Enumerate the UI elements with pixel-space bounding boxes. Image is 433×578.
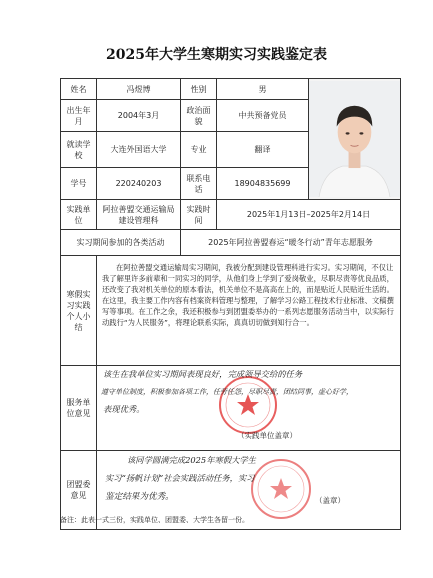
service-opinion-cell [97, 366, 401, 451]
form-title: 2025年大学生寒期实习实践鉴定表 [106, 47, 327, 63]
league-opinion-label: 团盟委意见 [61, 451, 97, 530]
service-unit-seal [217, 374, 279, 436]
footnote: 备注：此表一式三份，实践单位、团盟委、大学生各留一份。 [60, 516, 249, 524]
time-value: 2025年1月13日–2025年2月14日 [217, 200, 401, 230]
service-opinion-line-3: 表现优秀。 [103, 404, 145, 414]
phone-label: 联系电话 [181, 168, 217, 200]
league-opinion-line-3: 鉴定结果为优秀。 [105, 492, 174, 502]
summary-text: 在阿拉善盟交通运输局实习期间，我被分配到建设管理科进行实习。实习期间，不仅让我了解里许多前辈和一同实习的同学，从他们身上学到了爱岗敬业，尽职尽责等优良品质，还改变了我对机关单位的原本看法，机关单位不是高高在上的，而是贴近人民贴近生活的。在这里，我主要工作内容有档案资料管理与整理，了解学习公路工程技术行业标准、文稿撰写等事项。在工作之余，我还积极参与到团盟委举办的一系列志愿服务活动当中，以实际行动践行“为人民服务”，将理论联系实际，真真切切做到知行合一。 [97, 256, 401, 366]
name-value: 冯煜博 [97, 79, 181, 100]
major-label: 专业 [181, 132, 217, 168]
school-label: 就读学校 [61, 132, 97, 168]
phone-value: 18904835699 [217, 168, 309, 200]
student-id-label: 学号 [61, 168, 97, 200]
unit-label: 实践单位 [61, 200, 97, 230]
service-opinion-line-1: 该生在我单位实习期间表现良好，完成领导交给的任务 [103, 369, 303, 379]
service-opinion-label: 服务单位意见 [61, 366, 97, 451]
gender-value: 男 [217, 79, 309, 100]
student-photo [309, 81, 400, 198]
activity-value: 2025年阿拉善盟春运“暖冬行动”青年志愿服务 [181, 230, 401, 256]
birth-value: 2004年3月 [97, 100, 181, 132]
political-value: 中共预备党员 [217, 100, 309, 132]
political-label: 政治面貌 [181, 100, 217, 132]
league-opinion-line-1: 该同学圆满完成2025年寒假大学生 [127, 455, 256, 465]
name-label: 姓名 [61, 79, 97, 100]
gender-label: 性别 [181, 79, 217, 100]
birth-label: 出生年月 [61, 100, 97, 132]
school-value: 大连外国语大学 [97, 132, 181, 168]
unit-value: 阿拉善盟交通运输局建设管理科 [97, 200, 181, 230]
time-label: 实践时间 [181, 200, 217, 230]
service-seal-caption: （实践单位盖章） [237, 431, 297, 440]
photo-cell [309, 79, 401, 200]
league-opinion-line-2: 实习“扬帆计划”社会实践活动任务，实习 [105, 473, 255, 483]
appraisal-table [60, 78, 401, 530]
league-committee-seal [249, 457, 313, 521]
student-id-value: 220240203 [97, 168, 181, 200]
major-value: 翻译 [217, 132, 309, 168]
league-seal-caption: （盖章） [315, 496, 345, 505]
activity-label: 实习期间参加的各类活动 [61, 230, 181, 256]
summary-label: 寒假实习实践个人小结 [61, 256, 97, 366]
service-opinion-line-2: 遵守单位制度，积极参加各项工作，任劳任怨，尽职尽责，团结同事，虚心好学， [101, 388, 353, 396]
